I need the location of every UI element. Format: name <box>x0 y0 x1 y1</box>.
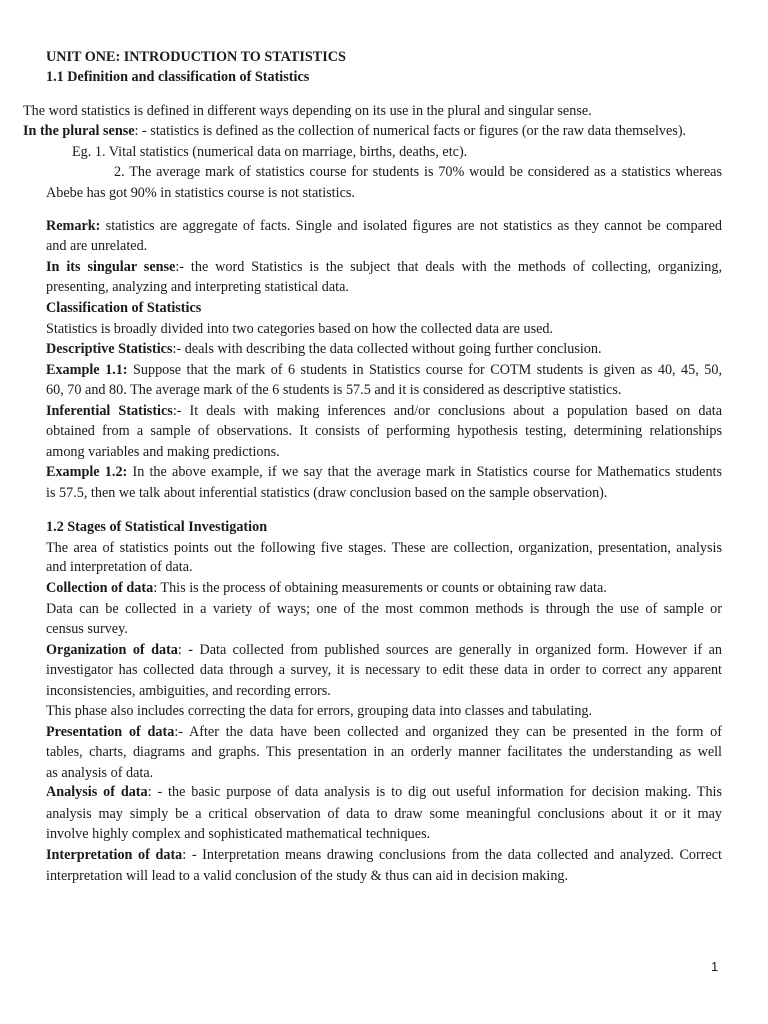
descriptive-statistics-line: Descriptive Statistics:- deals with describing the data collected without going further conclusion. <box>46 341 602 357</box>
organization-of-data-line4: This phase also includes correcting the data for errors, grouping data into classes and tabulating. <box>46 703 593 719</box>
section-1-1-title: 1.1 Definition and classification of Statistics <box>46 69 310 85</box>
analysis-of-data-line1: Analysis of data: - the basic purpose of data analysis is to dig out useful information for decision making. This <box>46 784 722 800</box>
analysis-of-data-line3: involve highly complex and sophisticated mathematical techniques. <box>46 826 431 842</box>
remark-line2: and are unrelated. <box>46 238 148 254</box>
plural-sense-line: In the plural sense: - statistics is defined as the collection of numerical facts or figures (or the raw data themselves). <box>23 123 687 139</box>
example-1-1-line1: Example 1.1: Suppose that the mark of 6 students in Statistics course for COTM students is given as 40, 45, 50, <box>46 362 722 378</box>
collection-of-data-line: Collection of data: This is the process of obtaining measurements or counts or obtaining raw data. <box>46 580 607 596</box>
collection-methods-line1: Data can be collected in a variety of ways; one of the most common methods is through the use of sample or <box>46 601 722 617</box>
section-1-2-title: 1.2 Stages of Statistical Investigation <box>46 519 268 535</box>
example-average-mark-line2: Abebe has got 90% in statistics course is not statistics. <box>46 185 355 201</box>
classification-title: Classification of Statistics <box>46 300 202 316</box>
unit-title: UNIT ONE: INTRODUCTION TO STATISTICS <box>46 49 346 65</box>
intro-paragraph: The word statistics is defined in different ways depending on its use in the plural and singular sense. <box>23 103 592 119</box>
stages-intro-line1: The area of statistics points out the following five stages. These are collection, organization, presentation, analysis <box>46 540 722 556</box>
inferential-statistics-line3: among variables and making predictions. <box>46 444 280 460</box>
page-number: 1 <box>711 959 719 974</box>
presentation-of-data-line2: tables, charts, diagrams and graphs. This presentation in an orderly manner facilitates the understanding as well <box>46 744 722 760</box>
stages-intro-line2: and interpretation of data. <box>46 559 193 575</box>
example-vital-statistics: Eg. 1. Vital statistics (numerical data on marriage, births, deaths, etc). <box>72 144 468 160</box>
presentation-of-data-line1: Presentation of data:- After the data have been collected and organized they can be presented in the form of <box>46 724 722 740</box>
interpretation-of-data-line2: interpretation will lead to a valid conclusion of the study & thus can aid in decision making. <box>46 868 569 884</box>
organization-of-data-line3: inconsistencies, ambiguities, and recording errors. <box>46 683 331 699</box>
interpretation-of-data-line1: Interpretation of data: - Interpretation means drawing conclusions from the data collected and analyzed. Correct <box>46 847 722 863</box>
presentation-of-data-line3: as analysis of data. <box>46 765 154 781</box>
example-1-2-line2: is 57.5, then we talk about inferential statistics (draw conclusion based on the sample observation). <box>46 485 608 501</box>
remark-line1: Remark: statistics are aggregate of facts. Single and isolated figures are not statistics as they cannot be compared <box>46 218 722 234</box>
classification-text: Statistics is broadly divided into two categories based on how the collected data are used. <box>46 321 554 337</box>
singular-sense-line1: In its singular sense:- the word Statistics is the subject that deals with the methods of collecting, organizing, <box>46 259 722 275</box>
inferential-statistics-line2: obtained from a sample of observations. It consists of performing hypothesis testing, determining relationships <box>46 423 722 439</box>
organization-of-data-line1: Organization of data: - Data collected from published sources are generally in organized form. However if an <box>46 642 723 658</box>
example-1-1-line2: 60, 70 and 80. The average mark of the 6 students is 57.5 and it is considered as descriptive statistics. <box>46 382 622 398</box>
example-average-mark-line1: 2. The average mark of statistics course for students is 70% would be considered as a statistics whereas <box>114 164 722 180</box>
inferential-statistics-line1: Inferential Statistics:- It deals with making inferences and/or conclusions about a population based on data <box>46 403 723 419</box>
singular-sense-line2: presenting, analyzing and interpreting statistical data. <box>46 279 349 295</box>
analysis-of-data-line2: analysis may simply be a critical observation of data to draw some meaningful conclusions about it or it may <box>46 806 722 822</box>
example-1-2-line1: Example 1.2: In the above example, if we say that the average mark in Statistics course for Mathematics students <box>46 464 722 480</box>
organization-of-data-line2: investigator has collected data through a survey, it is necessary to edit these data in order to correct any apparent <box>46 662 722 678</box>
collection-methods-line2: census survey. <box>46 621 128 637</box>
